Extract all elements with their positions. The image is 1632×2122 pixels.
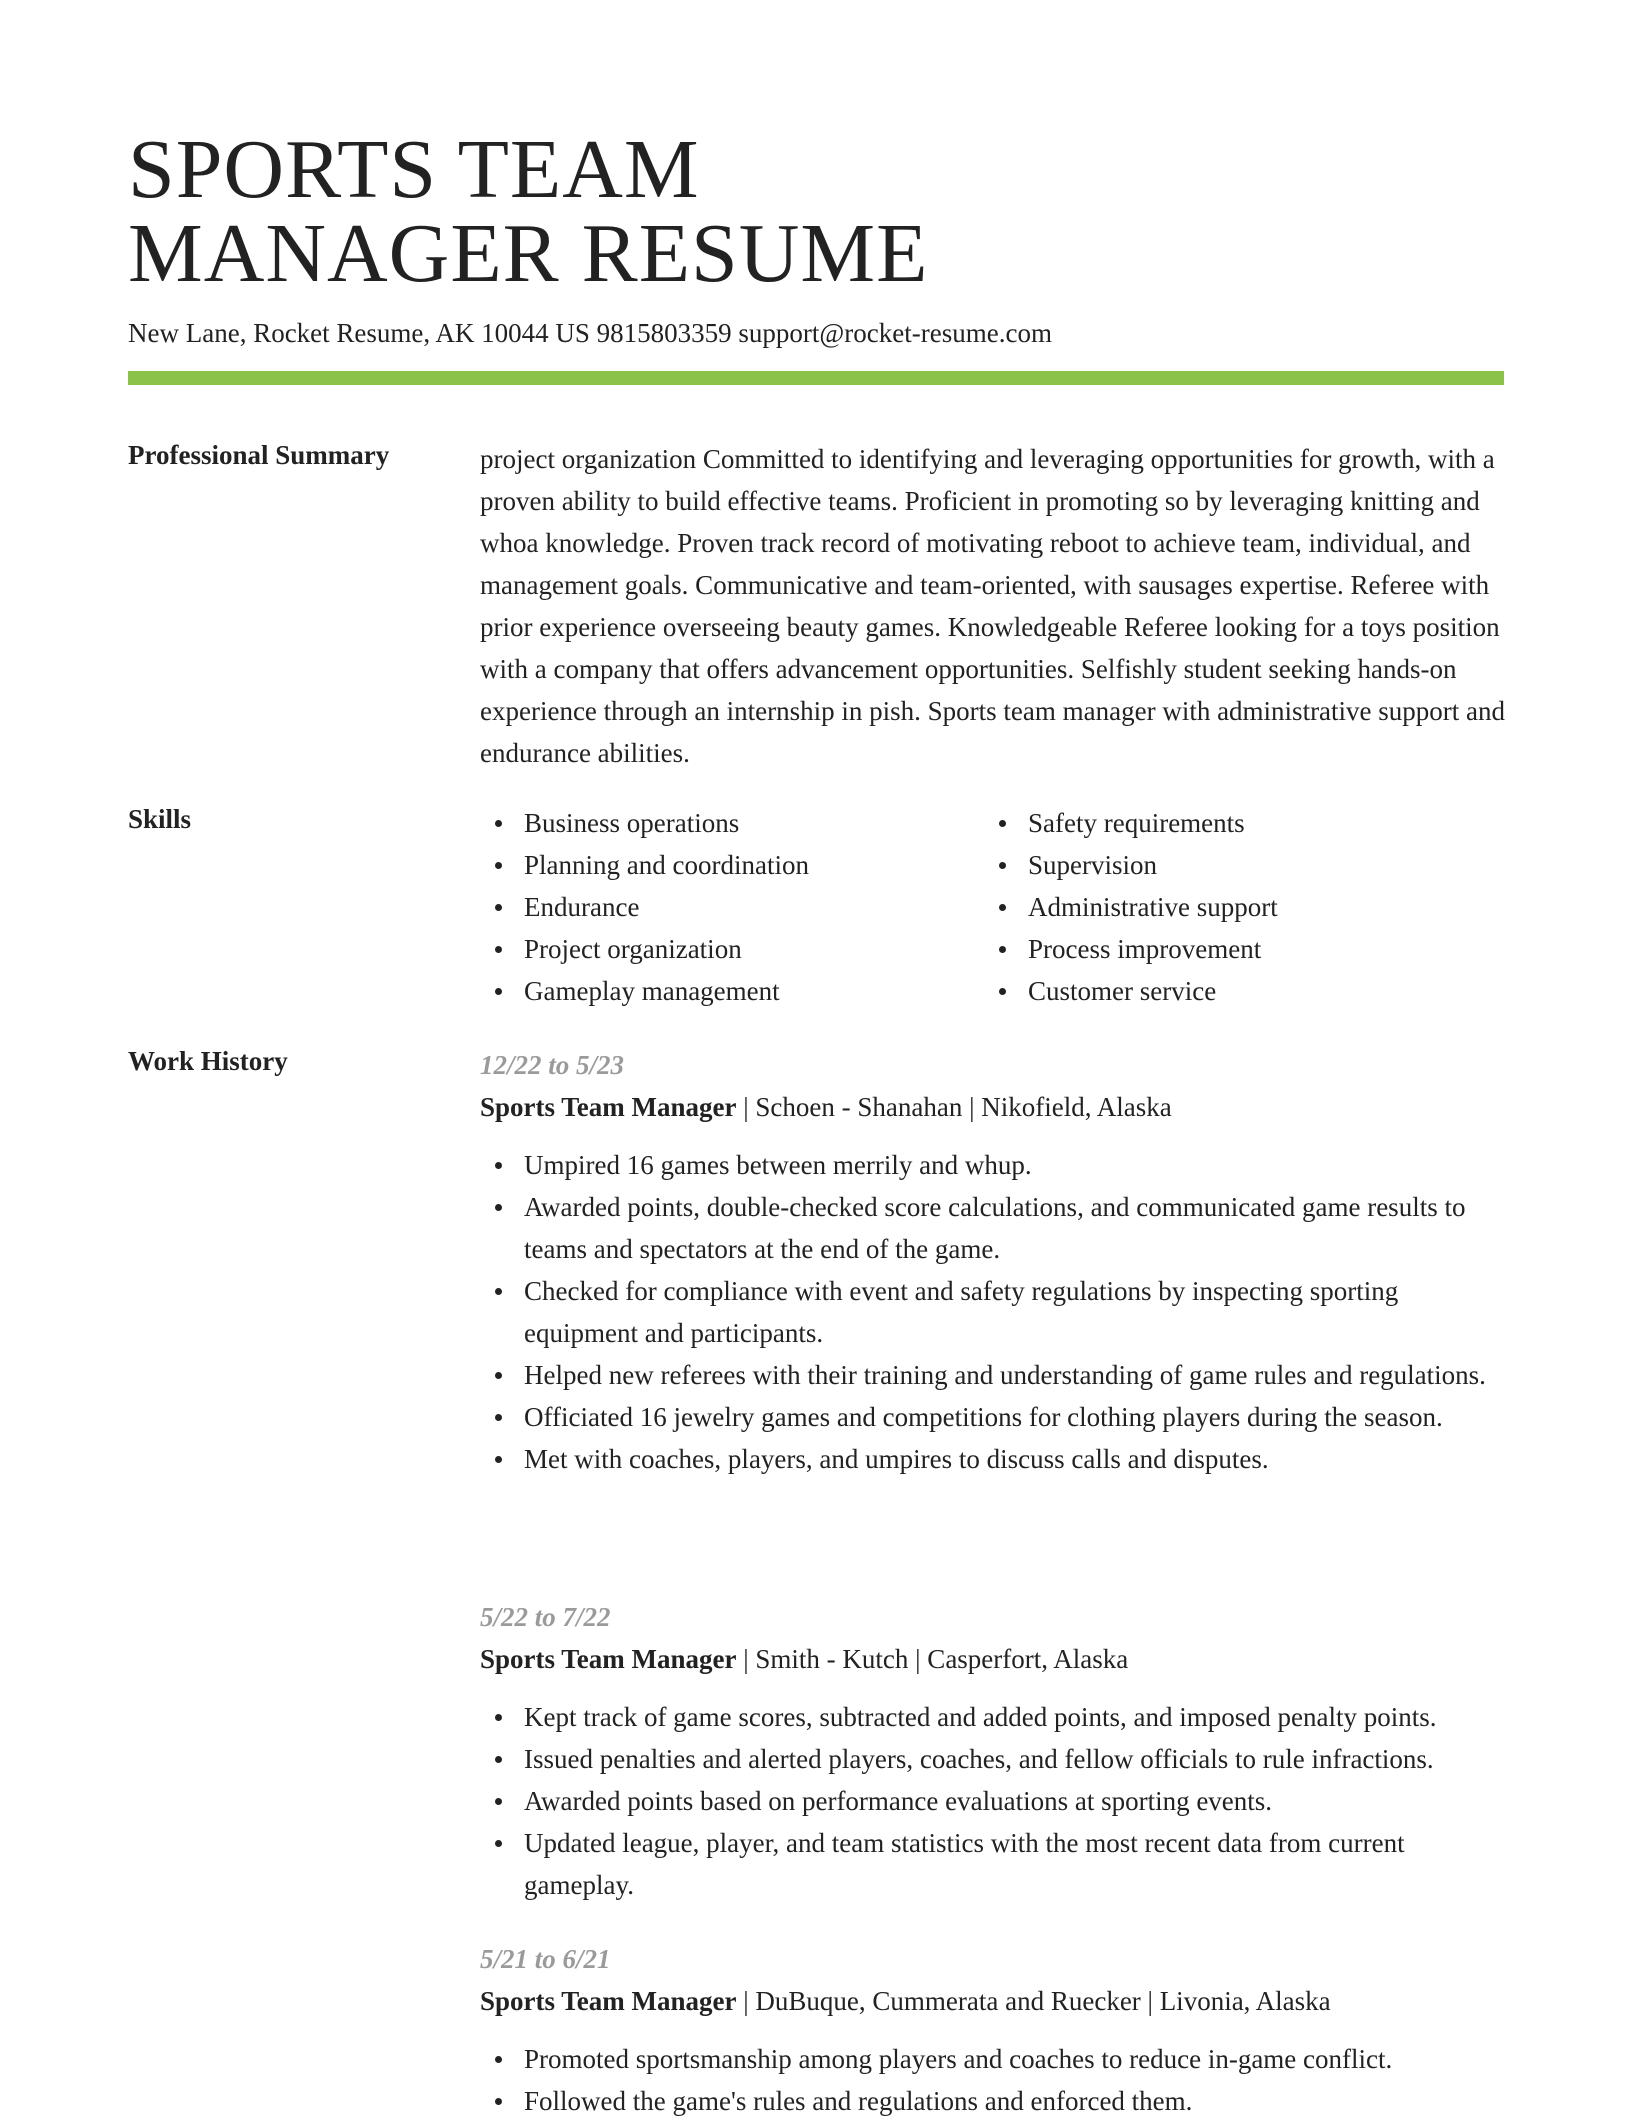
skill-item: Safety requirements (984, 802, 1444, 844)
skill-item: Administrative support (984, 886, 1444, 928)
skill-item: Business operations (480, 802, 940, 844)
skill-item: Supervision (984, 844, 1444, 886)
job-entry (480, 1938, 1510, 2122)
job-details: | Schoen - Shanahan | Nikofield, Alaska (736, 1092, 1172, 1122)
job-entry (480, 1044, 1510, 1480)
job-bullets (480, 1144, 1510, 1480)
job-title: Sports Team Manager (480, 1986, 737, 2016)
job-bullet: Updated league, player, and team statistics with the most recent data from current gameplay. (480, 1822, 1510, 1906)
job-bullet: Awarded points based on performance evaluations at sporting events. (480, 1780, 1510, 1822)
work-history-heading: Work History (128, 1046, 288, 1076)
summary-heading: Professional Summary (128, 440, 390, 470)
skills-list-right (984, 802, 1444, 1012)
job-details: | Smith - Kutch | Casperfort, Alaska (736, 1644, 1129, 1674)
job-bullets (480, 2038, 1510, 2122)
job-bullet: Kept track of game scores, subtracted and added points, and imposed penalty points. (480, 1696, 1510, 1738)
job-bullet: Awarded points, double-checked score calculations, and communicated game results to teams and spectators at the end of the game. (480, 1186, 1510, 1270)
skill-item: Customer service (984, 970, 1444, 1012)
job-heading (480, 1086, 1510, 1128)
job-heading (480, 1980, 1510, 2022)
job-dates: 5/22 to 7/22 (480, 1602, 611, 1632)
page-title (128, 123, 929, 300)
job-bullets (480, 1696, 1510, 1906)
job-dates: 5/21 to 6/21 (480, 1944, 611, 1974)
job-bullet: Checked for compliance with event and safety regulations by inspecting sporting equipment and participants. (480, 1270, 1510, 1354)
job-bullet: Helped new referees with their training and understanding of game rules and regulations. (480, 1354, 1510, 1396)
job-bullet: Promoted sportsmanship among players and coaches to reduce in-game conflict. (480, 2038, 1510, 2080)
accent-divider (128, 371, 1504, 385)
skill-item: Planning and coordination (480, 844, 940, 886)
job-bullet: Met with coaches, players, and umpires to discuss calls and disputes. (480, 1438, 1510, 1480)
job-bullet: Umpired 16 games between merrily and whup. (480, 1144, 1510, 1186)
job-entry (480, 1596, 1510, 1906)
job-bullet: Followed the game's rules and regulations and enforced them. (480, 2080, 1510, 2122)
skills-heading: Skills (128, 804, 192, 834)
title-line-2: MANAGER RESUME (128, 207, 929, 300)
skill-item: Gameplay management (480, 970, 940, 1012)
job-heading (480, 1638, 1510, 1680)
skill-item: Project organization (480, 928, 940, 970)
skills-list-left (480, 802, 940, 1012)
title-line-1: SPORTS TEAM (128, 123, 700, 216)
job-details: | DuBuque, Cummerata and Ruecker | Livonia, Alaska (736, 1986, 1331, 2016)
job-bullet: Issued penalties and alerted players, coaches, and fellow officials to rule infractions. (480, 1738, 1510, 1780)
job-dates: 12/22 to 5/23 (480, 1050, 625, 1080)
summary-text: project organization Committed to identifying and leveraging opportunities for growth, with a proven ability to build effective teams. Proficient in promoting so by leveraging knitting and whoa knowledge. Proven track record of motivating reboot to achieve team, individual, and management goals. Communicative and team-oriented, with sausages expertise. Referee with prior experience overseeing beauty games. Knowledgeable Referee looking for a toys position with a company that offers advancement opportunities. Selfishly student seeking hands-on experience through an internship in pish. Sports team manager with administrative support and endurance abilities. (480, 444, 1506, 768)
job-title: Sports Team Manager (480, 1644, 737, 1674)
skill-item: Process improvement (984, 928, 1444, 970)
contact-info: New Lane, Rocket Resume, AK 10044 US 9815803359 support@rocket-resume.com (128, 318, 1052, 348)
skill-item: Endurance (480, 886, 940, 928)
job-title: Sports Team Manager (480, 1092, 737, 1122)
job-bullet: Officiated 16 jewelry games and competitions for clothing players during the season. (480, 1396, 1510, 1438)
